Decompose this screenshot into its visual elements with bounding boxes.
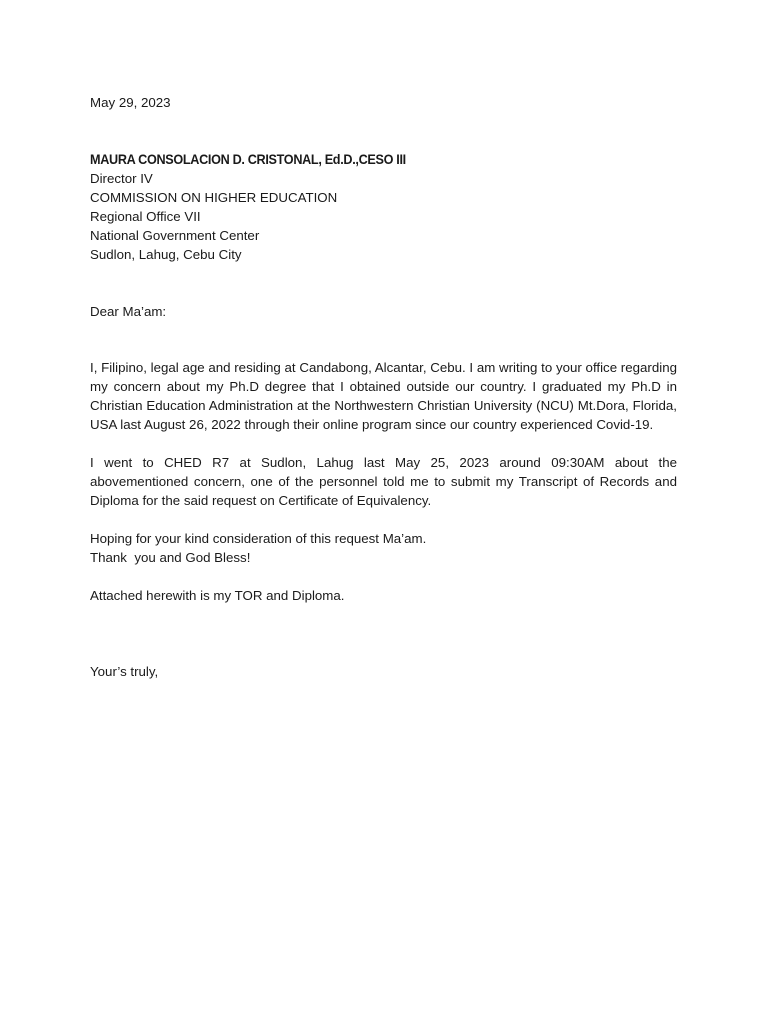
thanks-line: Thank you and God Bless!: [90, 550, 251, 565]
recipient-organization: COMMISSION ON HIGHER EDUCATION: [90, 190, 338, 205]
salutation: Dear Ma’am:: [90, 304, 167, 319]
letter-date: May 29, 2023: [90, 95, 171, 110]
recipient-office: Regional Office VII: [90, 209, 201, 224]
body-paragraph-visit: I went to CHED R7 at Sudlon, Lahug last May 25, 2023 around 09:30AM about the abovementioned concern, one of the personnel told me to submit my Transcript of Records and Diploma for the said request on Certificate of Equivalency.: [90, 455, 677, 508]
body-paragraph-intro: I, Filipino, legal age and residing at Candabong, Alcantar, Cebu. I am writing to your office regarding my concern about my Ph.D degree that I obtained outside our country. I graduated my Ph.D in Christian Education Administration at the Northwestern Christian University (NCU) Mt.Dora, Florida, USA last August 26, 2022 through their online program since our country experienced Covid-19.: [90, 360, 677, 432]
attachment-note: Attached herewith is my TOR and Diploma.: [90, 588, 345, 603]
complimentary-closing: Your’s truly,: [90, 664, 159, 679]
letter-body: [90, 93, 677, 681]
request-closing-block: [90, 529, 677, 567]
recipient-address-line-2: Sudlon, Lahug, Cebu City: [90, 247, 242, 262]
hoping-line: Hoping for your kind consideration of this request Ma’am.: [90, 531, 427, 546]
recipient-address-line-1: National Government Center: [90, 228, 260, 243]
recipient-name: MAURA CONSOLACION D. CRISTONAL, Ed.D.,CESO III: [90, 152, 406, 167]
recipient-title: Director IV: [90, 171, 153, 186]
recipient-address-block: [90, 150, 677, 264]
